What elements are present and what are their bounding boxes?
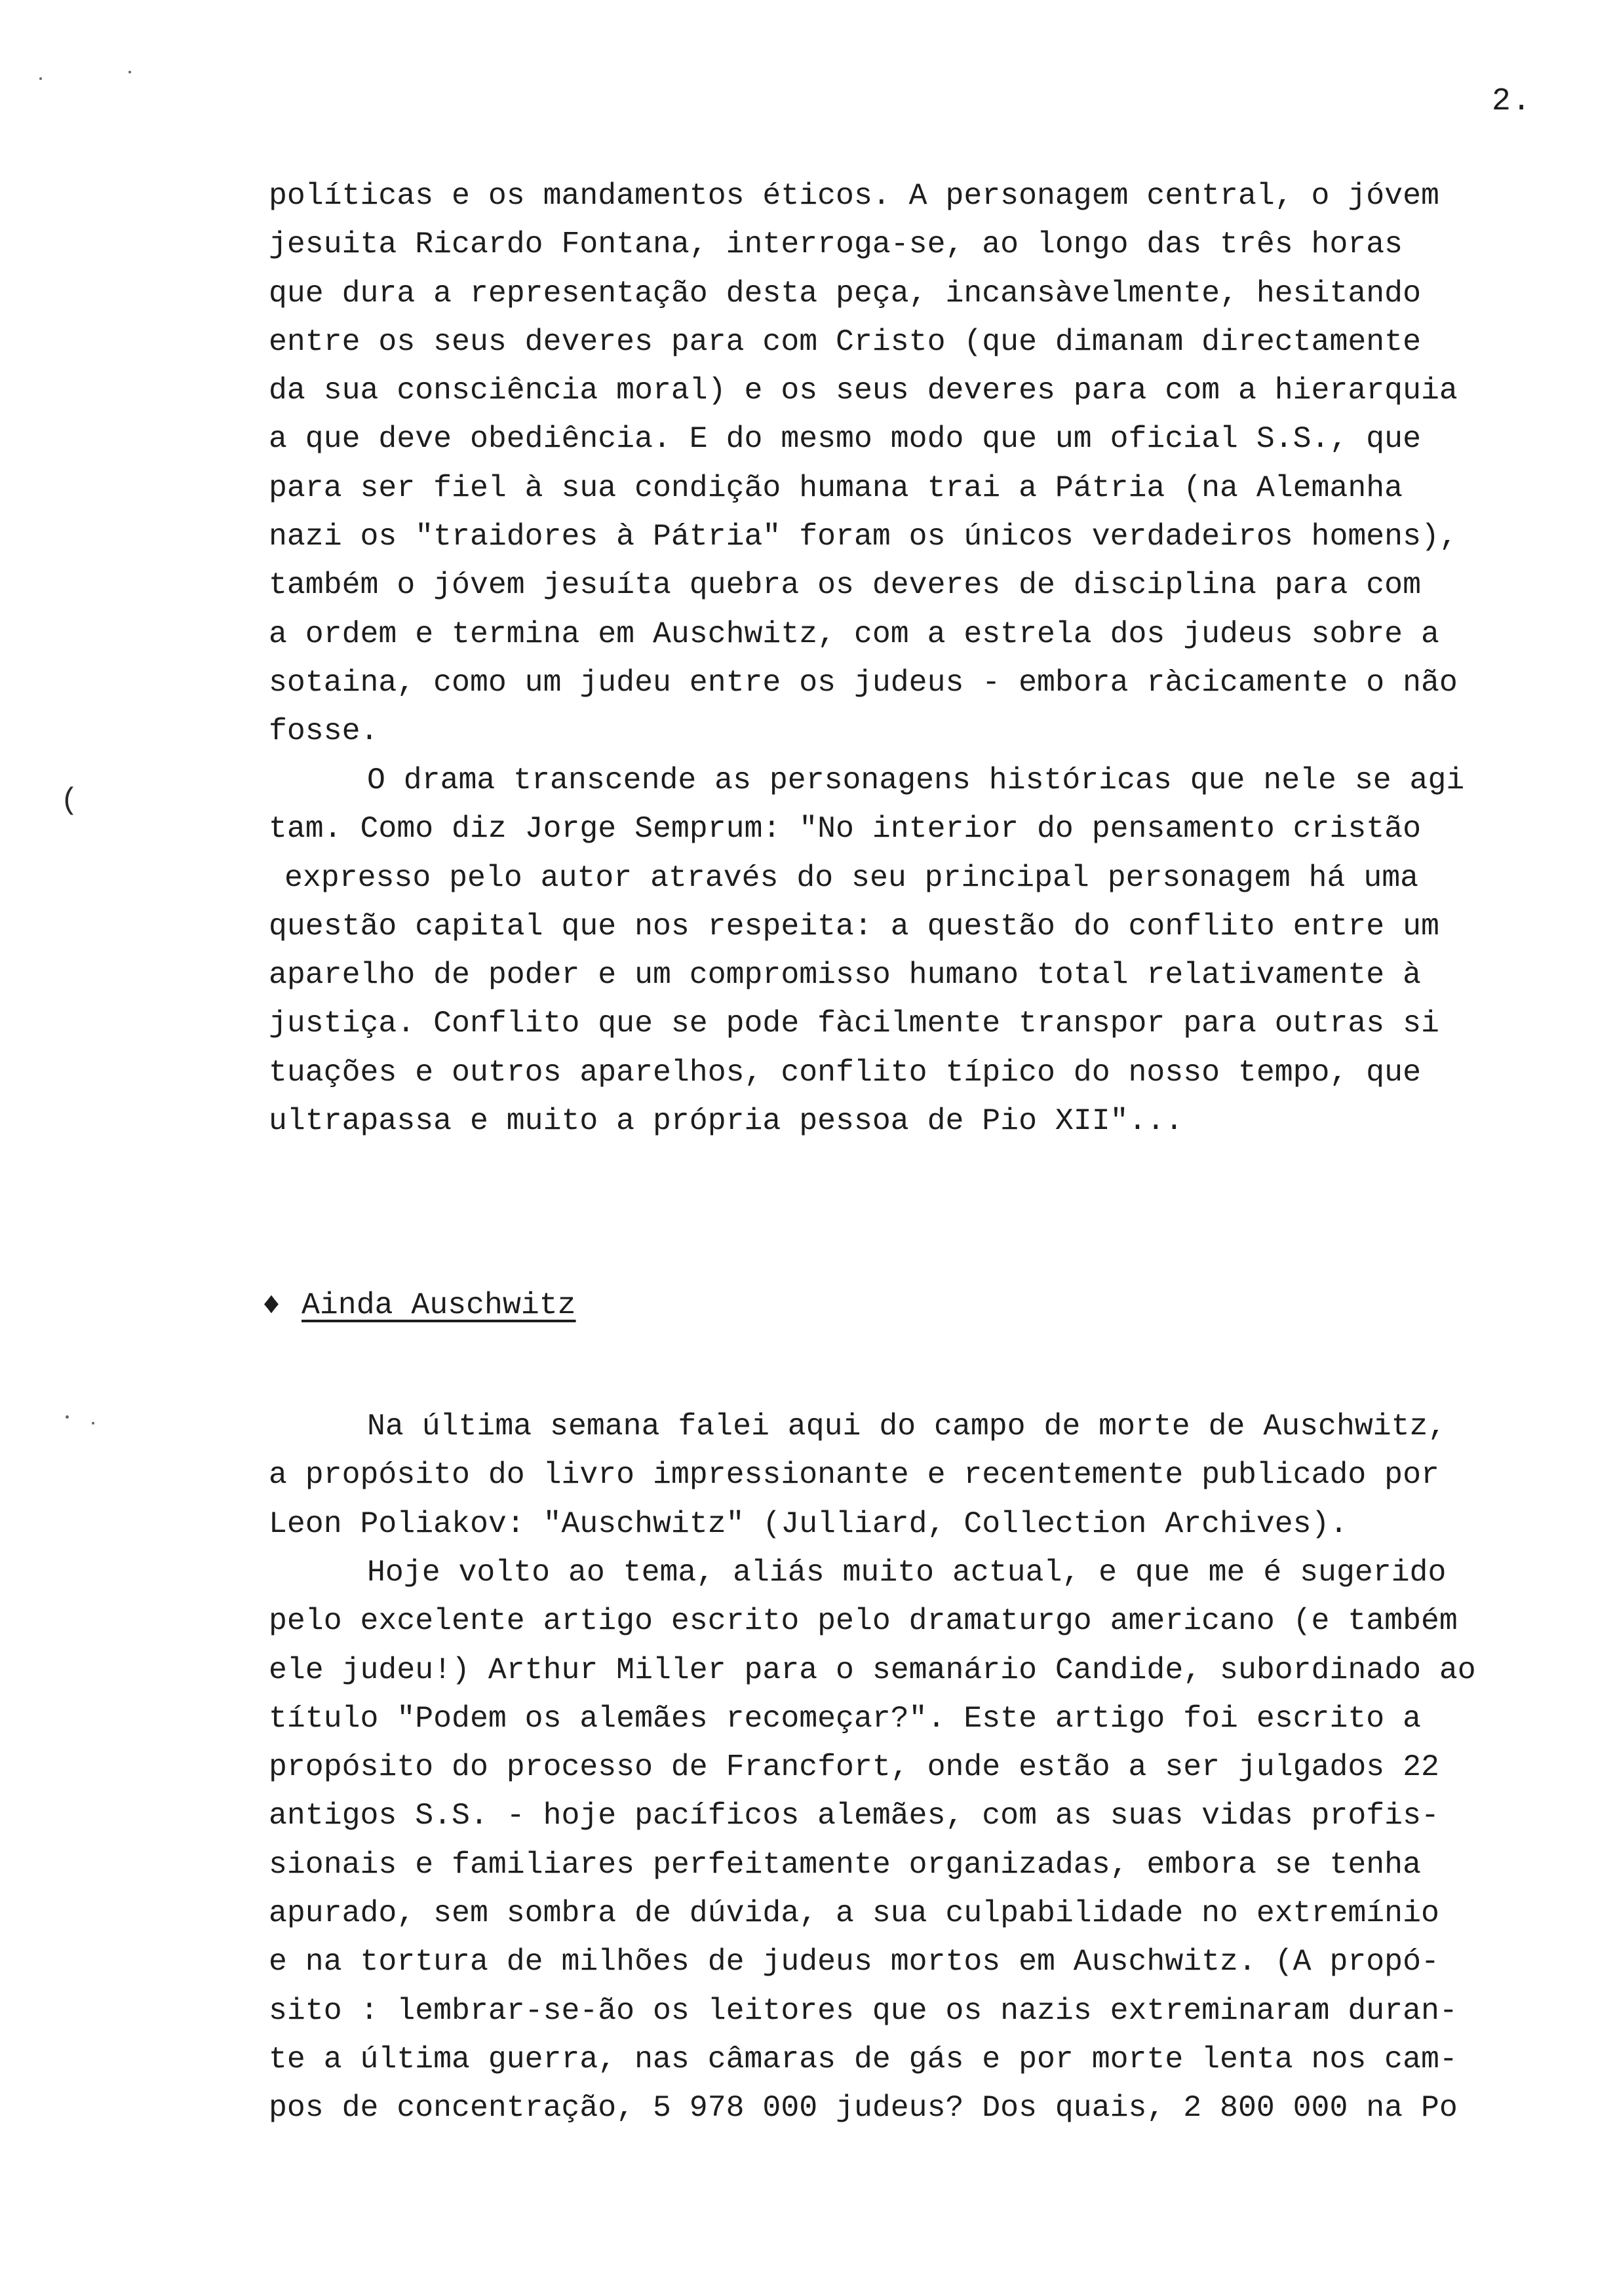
text-line: pelo excelente artigo escrito pelo dramaturgo americano (e também xyxy=(269,1603,1458,1639)
paragraph-4 xyxy=(269,1548,1573,2133)
text-line: tuações e outros aparelhos, conflito típico do nosso tempo, que xyxy=(269,1054,1421,1090)
text-line: que dura a representação desta peça, incansàvelmente, hesitando xyxy=(269,275,1421,311)
text-line: sionais e familiares perfeitamente organizadas, embora se tenha xyxy=(269,1846,1421,1882)
text-line: Na última semana falei aqui do campo de morte de Auschwitz, xyxy=(367,1409,1447,1444)
text-line: da sua consciência moral) e os seus deveres para com a hierarquia xyxy=(269,373,1458,408)
text-line: sotaina, como um judeu entre os judeus - embora ràcicamente o não xyxy=(269,664,1458,700)
paper-speck xyxy=(92,1422,94,1425)
diamond-bullet-icon: ♦ xyxy=(262,1288,281,1322)
section-title: Ainda Auschwitz xyxy=(302,1288,576,1322)
page-number: 2. xyxy=(1492,84,1532,119)
section-heading xyxy=(262,1281,576,1330)
paragraph-3 xyxy=(269,1402,1573,1548)
text-line: propósito do processo de Francfort, onde estão a ser julgados 22 xyxy=(269,1750,1439,1785)
text-line: pos de concentração, 5 978 000 judeus? Dos quais, 2 800 000 na Po xyxy=(269,2090,1458,2126)
text-line: nazi os "traidores à Pátria" foram os únicos verdadeiros homens), xyxy=(269,519,1458,554)
text-line: O drama transcende as personagens históricas que nele se agi xyxy=(367,763,1465,797)
text-line: para ser fiel à sua condição humana trai a Pátria (na Alemanha xyxy=(269,470,1403,505)
text-line: Leon Poliakov: "Auschwitz" (Julliard, Collection Archives). xyxy=(269,1506,1348,1541)
text-line: a propósito do livro impressionante e recentemente publicado por xyxy=(269,1457,1439,1493)
text-line: jesuita Ricardo Fontana, interroga-se, ao longo das três horas xyxy=(269,227,1403,262)
margin-mark: ( xyxy=(60,784,79,818)
text-line: ele judeu!) Arthur Miller para o semanário Candide, subordinado ao xyxy=(269,1652,1476,1687)
text-line: te a última guerra, nas câmaras de gás e por morte lenta nos cam- xyxy=(269,2041,1458,2076)
text-line: antigos S.S. - hoje pacíficos alemães, com as suas vidas profis- xyxy=(269,1798,1439,1833)
paper-speck xyxy=(66,1415,69,1419)
text-line: entre os seus deveres para com Cristo (que dimanam directamente xyxy=(269,324,1421,359)
text-line: questão capital que nos respeita: a questão do conflito entre um xyxy=(269,908,1439,944)
text-line: também o jóvem jesuíta quebra os deveres de disciplina para com xyxy=(269,567,1421,603)
text-line: ultrapassa e muito a própria pessoa de Pio XII"... xyxy=(269,1103,1184,1139)
paper-speck xyxy=(39,77,42,80)
text-line: tam. Como diz Jorge Semprum: "No interior do pensamento cristão xyxy=(269,811,1421,847)
text-line: políticas e os mandamentos éticos. A personagem central, o jóvem xyxy=(269,178,1439,213)
text-line: apurado, sem sombra de dúvida, a sua culpabilidade no extremínio xyxy=(269,1896,1439,1931)
text-line: fosse. xyxy=(269,714,379,749)
text-line: a que deve obediência. E do mesmo modo que um oficial S.S., que xyxy=(269,421,1421,457)
paper-speck xyxy=(128,71,131,73)
text-line: título "Podem os alemães recomeçar?". Este artigo foi escrito a xyxy=(269,1700,1421,1736)
paragraph-2 xyxy=(269,756,1573,1145)
text-line: sito : lembrar-se-ão os leitores que os nazis extreminaram duran- xyxy=(269,1993,1458,2028)
text-line: e na tortura de milhões de judeus mortos em Auschwitz. (A propó- xyxy=(269,1944,1439,1980)
text-line: justiça. Conflito que se pode fàcilmente transpor para outras si xyxy=(269,1006,1439,1041)
text-line: aparelho de poder e um compromisso humano total relativamente à xyxy=(269,957,1421,993)
text-line: expresso pelo autor através do seu principal personagem há uma xyxy=(284,860,1419,895)
text-line: Hoje volto ao tema, aliás muito actual, e que me é sugerido xyxy=(367,1555,1447,1590)
text-line: a ordem e termina em Auschwitz, com a estrela dos judeus sobre a xyxy=(269,616,1439,651)
paragraph-1 xyxy=(269,172,1573,756)
